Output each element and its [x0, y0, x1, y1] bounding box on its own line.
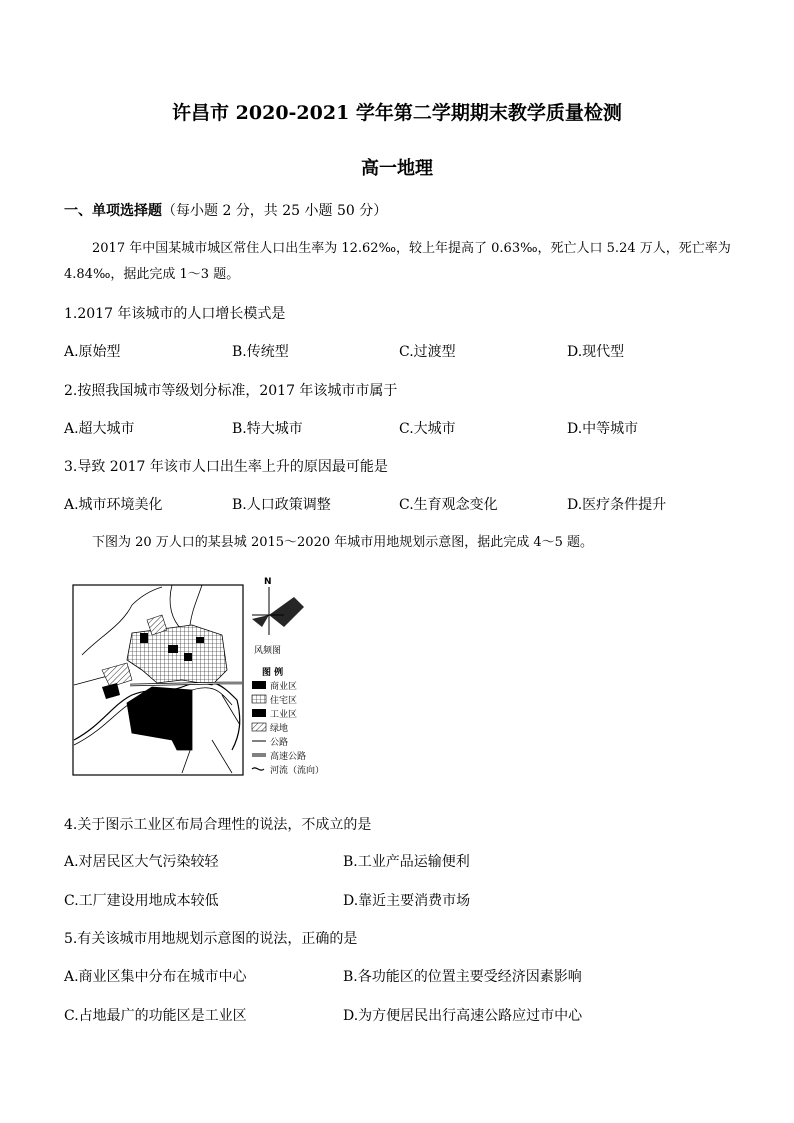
question-3-option-d: D.医疗条件提升 [567, 497, 667, 513]
legend-residential: 住宅区 [270, 696, 298, 706]
question-4-option-c: C.工厂建设用地成本较低 [64, 893, 219, 909]
question-1-stem: 1.2017 年该城市的人口增长模式是 [64, 306, 286, 322]
exam-subject: 高一地理 [361, 158, 433, 179]
question-4-option-a: A.对居民区大气污染较轻 [64, 854, 219, 870]
exam-title: 许昌市 2020-2021 学年第二学期期末教学质量检测 [172, 102, 622, 124]
question-2-option-a: A.超大城市 [64, 421, 135, 437]
commercial-block-3 [184, 653, 192, 661]
question-5-option-b: B.各功能区的位置主要受经济因素影响 [343, 969, 582, 985]
question-4-stem: 4.关于图示工业区布局合理性的说法，不成立的是 [64, 817, 372, 833]
question-5-stem: 5.有关该城市用地规划示意图的说法，正确的是 [64, 931, 358, 947]
legend-road: 公路 [270, 738, 289, 748]
legend-residential-swatch [252, 695, 266, 703]
commercial-block-4 [196, 637, 204, 643]
question-1-option-a: A.原始型 [64, 344, 121, 360]
passage-2: 下图为 20 万人口的某县城 2015～2020 年城市用地规划示意图，据此完成 4～5 题。 [92, 535, 594, 550]
question-5-option-c: C.占地最广的功能区是工业区 [64, 1008, 247, 1024]
question-4-option-d: D.靠近主要消费市场 [343, 893, 471, 909]
question-3-option-a: A.城市环境美化 [64, 497, 163, 513]
question-3-option-b: B.人口政策调整 [232, 497, 331, 513]
legend-expressway: 高速公路 [270, 752, 307, 762]
question-2-stem: 2.按照我国城市等级划分标准，2017 年该城市市属于 [64, 383, 398, 399]
section-title: 一、单项选择题 [64, 203, 162, 219]
commercial-block-2 [168, 645, 178, 653]
question-4-option-b: B.工业产品运输便利 [343, 854, 470, 870]
legend-commercial: 商业区 [270, 682, 298, 692]
question-2-option-c: C.大城市 [399, 421, 456, 437]
question-1-option-b: B.传统型 [232, 344, 289, 360]
question-2-option-b: B.特大城市 [232, 421, 303, 437]
commercial-block [140, 633, 148, 643]
passage-1: 2017 年中国某城市城区常住人口出生率为 12.62‰，较上年提高了 0.63‰，死亡人口 5.24 万人，死亡率为 4.84‰，据此完成 1～3 题。 [64, 241, 731, 282]
city-landuse-map [72, 575, 334, 785]
legend-river-swatch [252, 768, 264, 770]
legend-title: 图 例 [262, 668, 284, 678]
legend-industrial: 工业区 [270, 710, 298, 720]
question-3-option-c: C.生育观念变化 [399, 497, 498, 513]
section-heading [64, 200, 387, 220]
question-3-stem: 3.导致 2017 年该市人口出生率上升的原因最可能是 [64, 459, 388, 475]
question-1-option-c: C.过渡型 [399, 344, 456, 360]
windrose-icon [269, 597, 304, 627]
legend-green: 绿地 [270, 724, 289, 734]
legend-industrial-swatch [252, 709, 266, 717]
question-1-option-d: D.现代型 [567, 344, 625, 360]
section-note: （每小题 2 分，共 25 小题 50 分） [162, 203, 388, 219]
question-5-option-d: D.为方便居民出行高速公路应过市中心 [343, 1008, 583, 1024]
legend-green-swatch [252, 723, 266, 731]
question-2-option-d: D.中等城市 [567, 421, 639, 437]
legend-river: 河流（流向） [270, 766, 325, 776]
north-label: N [264, 577, 272, 587]
question-5-option-a: A.商业区集中分布在城市中心 [64, 969, 247, 985]
legend-commercial-swatch [252, 681, 266, 689]
windrose-label: 风频图 [254, 646, 282, 656]
